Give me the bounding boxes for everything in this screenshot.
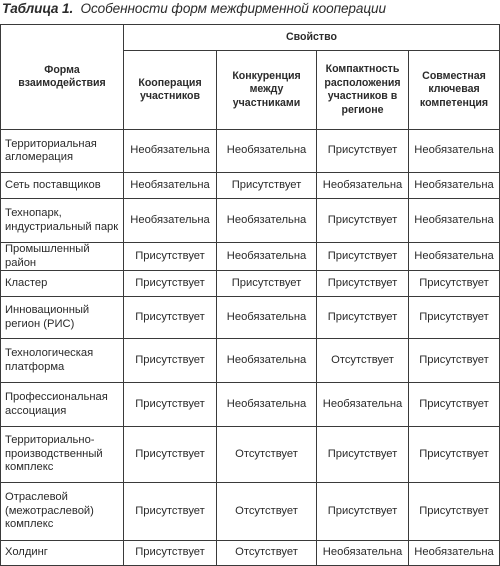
cell-value: Необязательна [217, 130, 317, 173]
cell-value: Необязательна [124, 130, 217, 173]
cell-value: Необязательна [217, 339, 317, 383]
row-form-label: Технопарк, индустриальный парк [1, 199, 124, 243]
table-row [1, 483, 500, 541]
table-row [1, 173, 500, 199]
cell-value: Присутствует [124, 383, 217, 427]
table-row [1, 243, 500, 271]
column-header-competence: Совместная ключевая компетенция [409, 51, 500, 130]
cell-value: Отсутствует [217, 427, 317, 483]
cooperation-forms-table [0, 24, 500, 566]
cell-value: Необязательна [317, 541, 409, 566]
cell-value: Присутствует [317, 243, 409, 271]
table-row [1, 199, 500, 243]
row-form-label: Инновационный регион (РИС) [1, 297, 124, 339]
cell-value: Присутствует [317, 297, 409, 339]
cell-value: Присутствует [409, 427, 500, 483]
table-row [1, 130, 500, 173]
cell-value: Присутствует [217, 271, 317, 297]
cell-value: Необязательна [124, 199, 217, 243]
table-caption-title: Особенности форм межфирменной кооперации [80, 1, 386, 16]
table-row [1, 339, 500, 383]
table-row [1, 297, 500, 339]
cell-value: Присутствует [317, 271, 409, 297]
cell-value: Необязательна [217, 199, 317, 243]
column-header-cooperation: Кооперация участников [124, 51, 217, 130]
row-form-label: Кластер [1, 271, 124, 297]
row-form-label: Отраслевой (межотраслевой) комплекс [1, 483, 124, 541]
row-form-label: Промышленный район [1, 243, 124, 271]
cell-value: Необязательна [124, 173, 217, 199]
cell-value: Присутствует [317, 483, 409, 541]
table-caption-label: Таблица 1. [2, 1, 74, 16]
cell-value: Присутствует [409, 339, 500, 383]
cell-value: Отсутствует [317, 339, 409, 383]
cell-value: Отсутствует [217, 541, 317, 566]
column-header-competition: Конкуренция между участниками [217, 51, 317, 130]
cell-value: Присутствует [124, 243, 217, 271]
property-group-header: Свойство [124, 25, 500, 51]
row-form-label: Сеть поставщиков [1, 173, 124, 199]
cell-value: Присутствует [317, 199, 409, 243]
cell-value: Необязательна [217, 383, 317, 427]
cell-value: Необязательна [217, 297, 317, 339]
cell-value: Присутствует [317, 427, 409, 483]
column-header-compactness: Компактность расположения участников в регионе [317, 51, 409, 130]
cell-value: Необязательна [409, 243, 500, 271]
cell-value: Присутствует [124, 541, 217, 566]
cell-value: Присутствует [409, 383, 500, 427]
table-row [1, 427, 500, 483]
table-row [1, 271, 500, 297]
row-form-label: Холдинг [1, 541, 124, 566]
row-form-label: Профессиональная ассоциация [1, 383, 124, 427]
row-form-label: Технологическая платформа [1, 339, 124, 383]
cell-value: Необязательна [409, 173, 500, 199]
cell-value: Необязательна [217, 243, 317, 271]
row-form-label: Территориально-производственный комплекс [1, 427, 124, 483]
table-caption [2, 1, 386, 16]
cell-value: Присутствует [124, 427, 217, 483]
cell-value: Присутствует [217, 173, 317, 199]
cell-value: Отсутствует [217, 483, 317, 541]
cell-value: Необязательна [317, 173, 409, 199]
cell-value: Присутствует [317, 130, 409, 173]
cell-value: Присутствует [409, 483, 500, 541]
table-row [1, 383, 500, 427]
cell-value: Присутствует [409, 271, 500, 297]
cell-value: Присутствует [124, 339, 217, 383]
cell-value: Присутствует [124, 483, 217, 541]
cell-value: Присутствует [409, 297, 500, 339]
form-column-header: Форма взаимодействия [1, 25, 124, 130]
cell-value: Необязательна [409, 199, 500, 243]
cell-value: Присутствует [124, 297, 217, 339]
cell-value: Необязательна [409, 541, 500, 566]
cell-value: Необязательна [409, 130, 500, 173]
cell-value: Необязательна [317, 383, 409, 427]
table-row [1, 541, 500, 566]
row-form-label: Территориальная агломерация [1, 130, 124, 173]
cell-value: Присутствует [124, 271, 217, 297]
